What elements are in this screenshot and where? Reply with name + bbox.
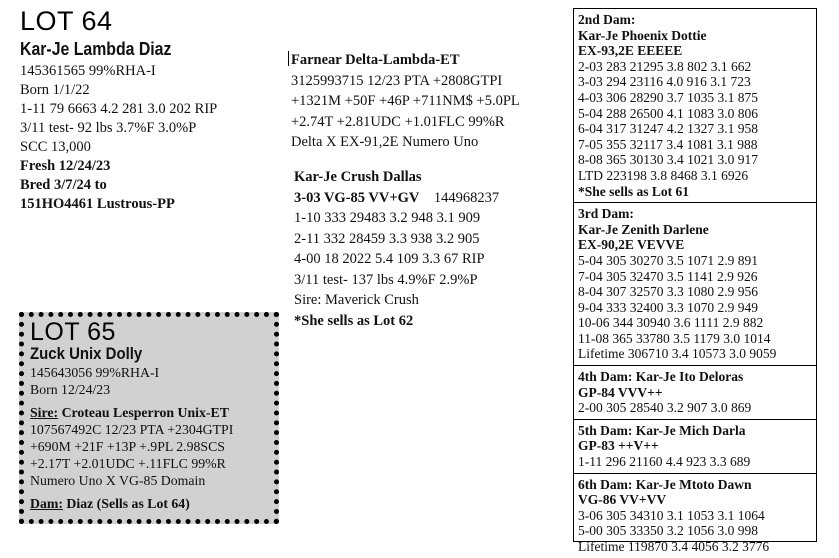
dam-line: 1-10 333 29483 3.2 948 3.1 909 (294, 210, 481, 226)
record-line: 5-04 305 30270 3.5 1071 2.9 891 (578, 252, 758, 268)
record-line: Lifetime 119870 3.4 4056 3.2 3776 (578, 539, 770, 554)
record-line: Lifetime 306710 3.4 10573 3.0 9059 (578, 346, 777, 362)
sire-divider (288, 51, 289, 66)
dam-block (294, 167, 549, 331)
lot-64-cow-name: Kar-Je Lambda Diaz (20, 39, 172, 59)
lot-65-dam-row (30, 495, 274, 512)
second-dam-classification: EX-93,2E EEEEE (578, 43, 683, 59)
record-line: 2-03 283 21295 3.8 802 3.1 662 (578, 58, 752, 74)
second-dam-note: *She sells as Lot 61 (578, 183, 690, 199)
record-line: 8-04 307 32570 3.3 1080 2.9 956 (578, 284, 758, 300)
lot-64-fresh-date: Fresh 12/24/23 (20, 158, 111, 174)
dam-name: Kar-Je Crush Dallas (294, 169, 422, 185)
sire-line: Delta X EX-91,2E Numero Uno (291, 134, 479, 150)
dam-reg-number: 144968237 (433, 189, 500, 206)
lot-64-title: LOT 64 (20, 6, 113, 36)
record-line: 10-06 344 30940 3.6 1111 2.9 882 (578, 315, 764, 331)
lot-64-line: 3/11 test- 92 lbs 3.7%F 3.0%P (20, 120, 197, 136)
fifth-dam-classification: GP-83 ++V++ (578, 438, 659, 454)
record-line: 7-05 355 32117 3.4 1081 3.1 988 (578, 136, 758, 152)
lot-64-bred-date: Bred 3/7/24 to (20, 177, 107, 193)
lot-64-line: 1-11 79 6663 4.2 281 3.0 202 RIP (20, 101, 218, 117)
fourth-dam-name: 4th Dam: Kar-Je Ito Deloras (578, 369, 744, 385)
dam-line: 2-11 332 28459 3.3 938 3.2 905 (294, 230, 480, 247)
lot-65-box (19, 312, 279, 524)
record-line: 8-08 365 30130 3.4 1021 3.0 917 (578, 152, 758, 168)
record-line: 5-04 288 26500 4.1 1083 3.0 806 (578, 105, 758, 121)
lot-65-dam-text: Diaz (Sells as Lot 64) (66, 496, 190, 511)
sire-line: 3125993715 12/23 PTA +2808GTPI (291, 72, 503, 89)
sixth-dam-classification: VG-86 VV+VV (578, 492, 667, 508)
third-dam-label: 3rd Dam: (578, 206, 634, 222)
record-line: 4-03 306 28290 3.7 1035 3.1 875 (578, 89, 758, 105)
fifth-dam-section (574, 420, 816, 474)
record-line: 3-03 294 23116 4.0 916 3.1 723 (578, 74, 751, 90)
lot-65-sire-line: +2.17T +2.01UDC +.11FLC 99%R (30, 456, 226, 471)
record-line: 5-00 305 33350 3.2 1056 3.0 998 (578, 523, 758, 539)
lot-65-sire-label: Sire: (30, 405, 59, 420)
lot-64-line: SCC 13,000 (20, 139, 91, 155)
lot-64-block (20, 8, 275, 214)
sire-block (291, 50, 546, 153)
lot-65-dam-label: Dam: (30, 496, 63, 511)
record-line: 9-04 333 32400 3.3 1070 2.9 949 (578, 299, 758, 315)
record-line: 6-04 317 31247 4.2 1327 3.1 958 (578, 121, 758, 137)
fourth-dam-classification: GP-84 VVV++ (578, 384, 663, 400)
dam-classification: 3-03 VG-85 VV+GV (294, 189, 420, 206)
record-line: 2-00 305 28540 3.2 907 3.0 869 (578, 400, 752, 416)
dam-line: 4-00 18 2022 5.4 109 3.3 67 RIP (294, 251, 485, 267)
dam-line: 3/11 test- 137 lbs 4.9%F 2.9%P (294, 271, 478, 288)
fourth-dam-section (574, 366, 816, 420)
sire-name: Farnear Delta-Lambda-ET (291, 52, 460, 68)
record-line: 7-04 305 32470 3.5 1141 2.9 926 (578, 268, 758, 284)
lot-64-line: 145361565 99%RHA-I (20, 63, 156, 79)
dam-note: *She sells as Lot 62 (294, 312, 414, 329)
sire-line: +1321M +50F +46P +711NM$ +5.0PL (291, 93, 520, 109)
lot-65-line: 145643056 99%RHA-I (30, 365, 160, 380)
sire-line: +2.74T +2.81UDC +1.01FLC 99%R (291, 113, 505, 130)
lot-65-sire-line: +690M +21F +13P +.9PL 2.98SCS (30, 439, 225, 454)
lot-65-title: LOT 65 (30, 318, 116, 346)
second-dam-section (574, 9, 816, 203)
lot-64-line: Born 1/1/22 (20, 82, 90, 98)
record-line: 3-06 305 34310 3.1 1053 3.1 1064 (578, 507, 765, 523)
lot-65-cow-name: Zuck Unix Dolly (30, 344, 143, 363)
lot-65-sire-line: Numero Uno X VG-85 Domain (30, 473, 206, 488)
sixth-dam-name: 6th Dam: Kar-Je Mtoto Dawn (578, 476, 752, 492)
second-dam-name: Kar-Je Phoenix Dottie (578, 27, 707, 43)
dam-classification-row (294, 188, 549, 209)
record-line: 11-08 365 33780 3.5 1179 3.0 1014 (578, 330, 771, 346)
fifth-dam-name: 5th Dam: Kar-Je Mich Darla (578, 422, 746, 438)
lot-65-sire-row (30, 404, 274, 421)
record-line: 1-11 296 21160 4.4 923 3.3 689 (578, 454, 751, 470)
pedigree-column (573, 8, 817, 554)
lot-65-sire-name: Croteau Lesperron Unix-ET (61, 405, 229, 420)
record-line: LTD 223198 3.8 8468 3.1 6926 (578, 167, 749, 183)
third-dam-name: Kar-Je Zenith Darlene (578, 221, 709, 237)
third-dam-section (574, 203, 816, 366)
lot-64-bred-to-sire: 151HO4461 Lustrous-PP (20, 196, 175, 212)
lot-65-line: Born 12/24/23 (30, 382, 111, 397)
lot-65-sire-line: 107567492C 12/23 PTA +2304GTPI (30, 422, 234, 437)
dam-line: Sire: Maverick Crush (294, 292, 419, 308)
third-dam-classification: EX-90,2E VEVVE (578, 237, 685, 253)
second-dam-label: 2nd Dam: (578, 12, 636, 27)
